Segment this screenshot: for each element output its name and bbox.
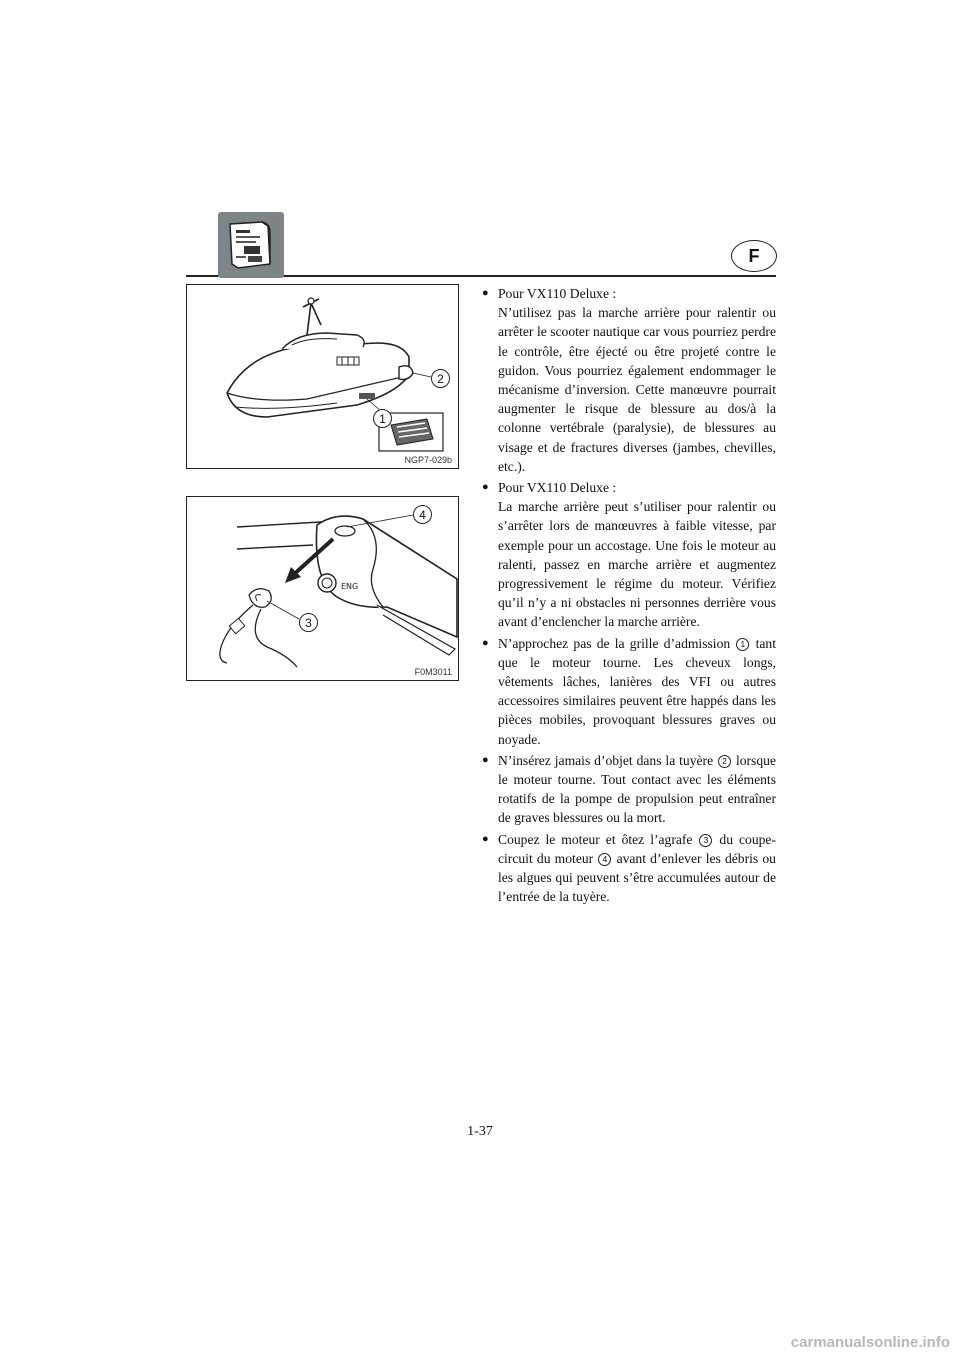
bullet-icon: ●	[482, 832, 489, 845]
figure-code: F0M3011	[414, 667, 452, 677]
bullet-text: Coupez le moteur et ôtez l’agrafe	[498, 831, 693, 847]
bullet-text: du coupe-circuit du moteur	[498, 831, 776, 866]
bullet-icon: ●	[482, 753, 489, 766]
manual-book-icon	[218, 212, 284, 278]
bullet-title: Pour VX110 Deluxe :	[498, 480, 617, 496]
figure-engine-shut-off	[186, 496, 459, 681]
watermark: carmanualsonline.info	[790, 1334, 950, 1351]
figure-code: NGP7-029b	[404, 455, 452, 465]
bullet-text: N’insérez jamais d’objet dans la tuyère	[498, 752, 714, 768]
svg-text:ENG: ENG	[341, 582, 359, 591]
bullet-text: tant que le moteur tourne. Les cheveux longs, vêtements lâches, lanières des VFI ou autres accessoires similaires peuvent être happés dans les pièces mobiles, provoquant blessures graves ou noyade.	[498, 635, 776, 747]
callout-4: 4	[413, 505, 432, 524]
bullet-item	[482, 284, 776, 476]
bullet-text: avant d’enlever les débris ou les algues qui peuvent s’être accumulées autour de l’entrée de la tuyère.	[498, 850, 776, 905]
bullet-text: lorsque le moteur tourne. Tout contact avec les éléments rotatifs de la pompe de propulsion peut entraîner de graves blessures ou la mort.	[498, 752, 776, 826]
reference-callout: 1	[736, 638, 749, 651]
reference-callout: 3	[699, 834, 712, 847]
bullet-item	[482, 830, 776, 907]
callout-1: 1	[373, 409, 392, 428]
figure-watercraft	[186, 284, 459, 469]
bullet-icon: ●	[482, 287, 489, 299]
language-badge: F	[731, 240, 777, 272]
bullet-text: N’utilisez pas la marche arrière pour ralentir ou arrêter le scooter nautique car vous pourriez perdre le contrôle, être éjecté ou être projeté contre le guidon. Vous pourriez également endommager le mécanisme d’inversion. Cette manœuvre pourrait augmenter le risque de blessure au dos/à la colonne vertébrale (paralysie), de blessures au visage et de fractures diverses (jambes, chevilles, etc.).	[498, 305, 776, 474]
warning-text-column	[482, 284, 776, 909]
bullet-item	[482, 478, 776, 632]
reference-callout: 2	[718, 755, 731, 768]
bullet-text: La marche arrière peut s’utiliser pour ralentir ou s’arrêter lors de manœuvres à faible vitesse, par exemple pour un accostage. Une fois le moteur au ralenti, passez en marche arrière et augmentez progressivement le régime du moteur. Vérifiez qu’il n’y a ni obstacles ni personnes derrière vous avant d’enclencher la marche arrière.	[498, 499, 776, 630]
bullet-icon: ●	[482, 636, 489, 649]
bullet-title: Pour VX110 Deluxe :	[498, 286, 617, 301]
reference-callout: 4	[598, 853, 611, 866]
bullet-item	[482, 634, 776, 749]
bullet-icon: ●	[482, 481, 489, 494]
callout-2: 2	[431, 369, 450, 388]
page-number: 1-37	[467, 1124, 493, 1139]
callout-3: 3	[299, 613, 318, 632]
bullet-item	[482, 751, 776, 828]
bullet-text: N’approchez pas de la grille d’admission	[498, 635, 731, 651]
